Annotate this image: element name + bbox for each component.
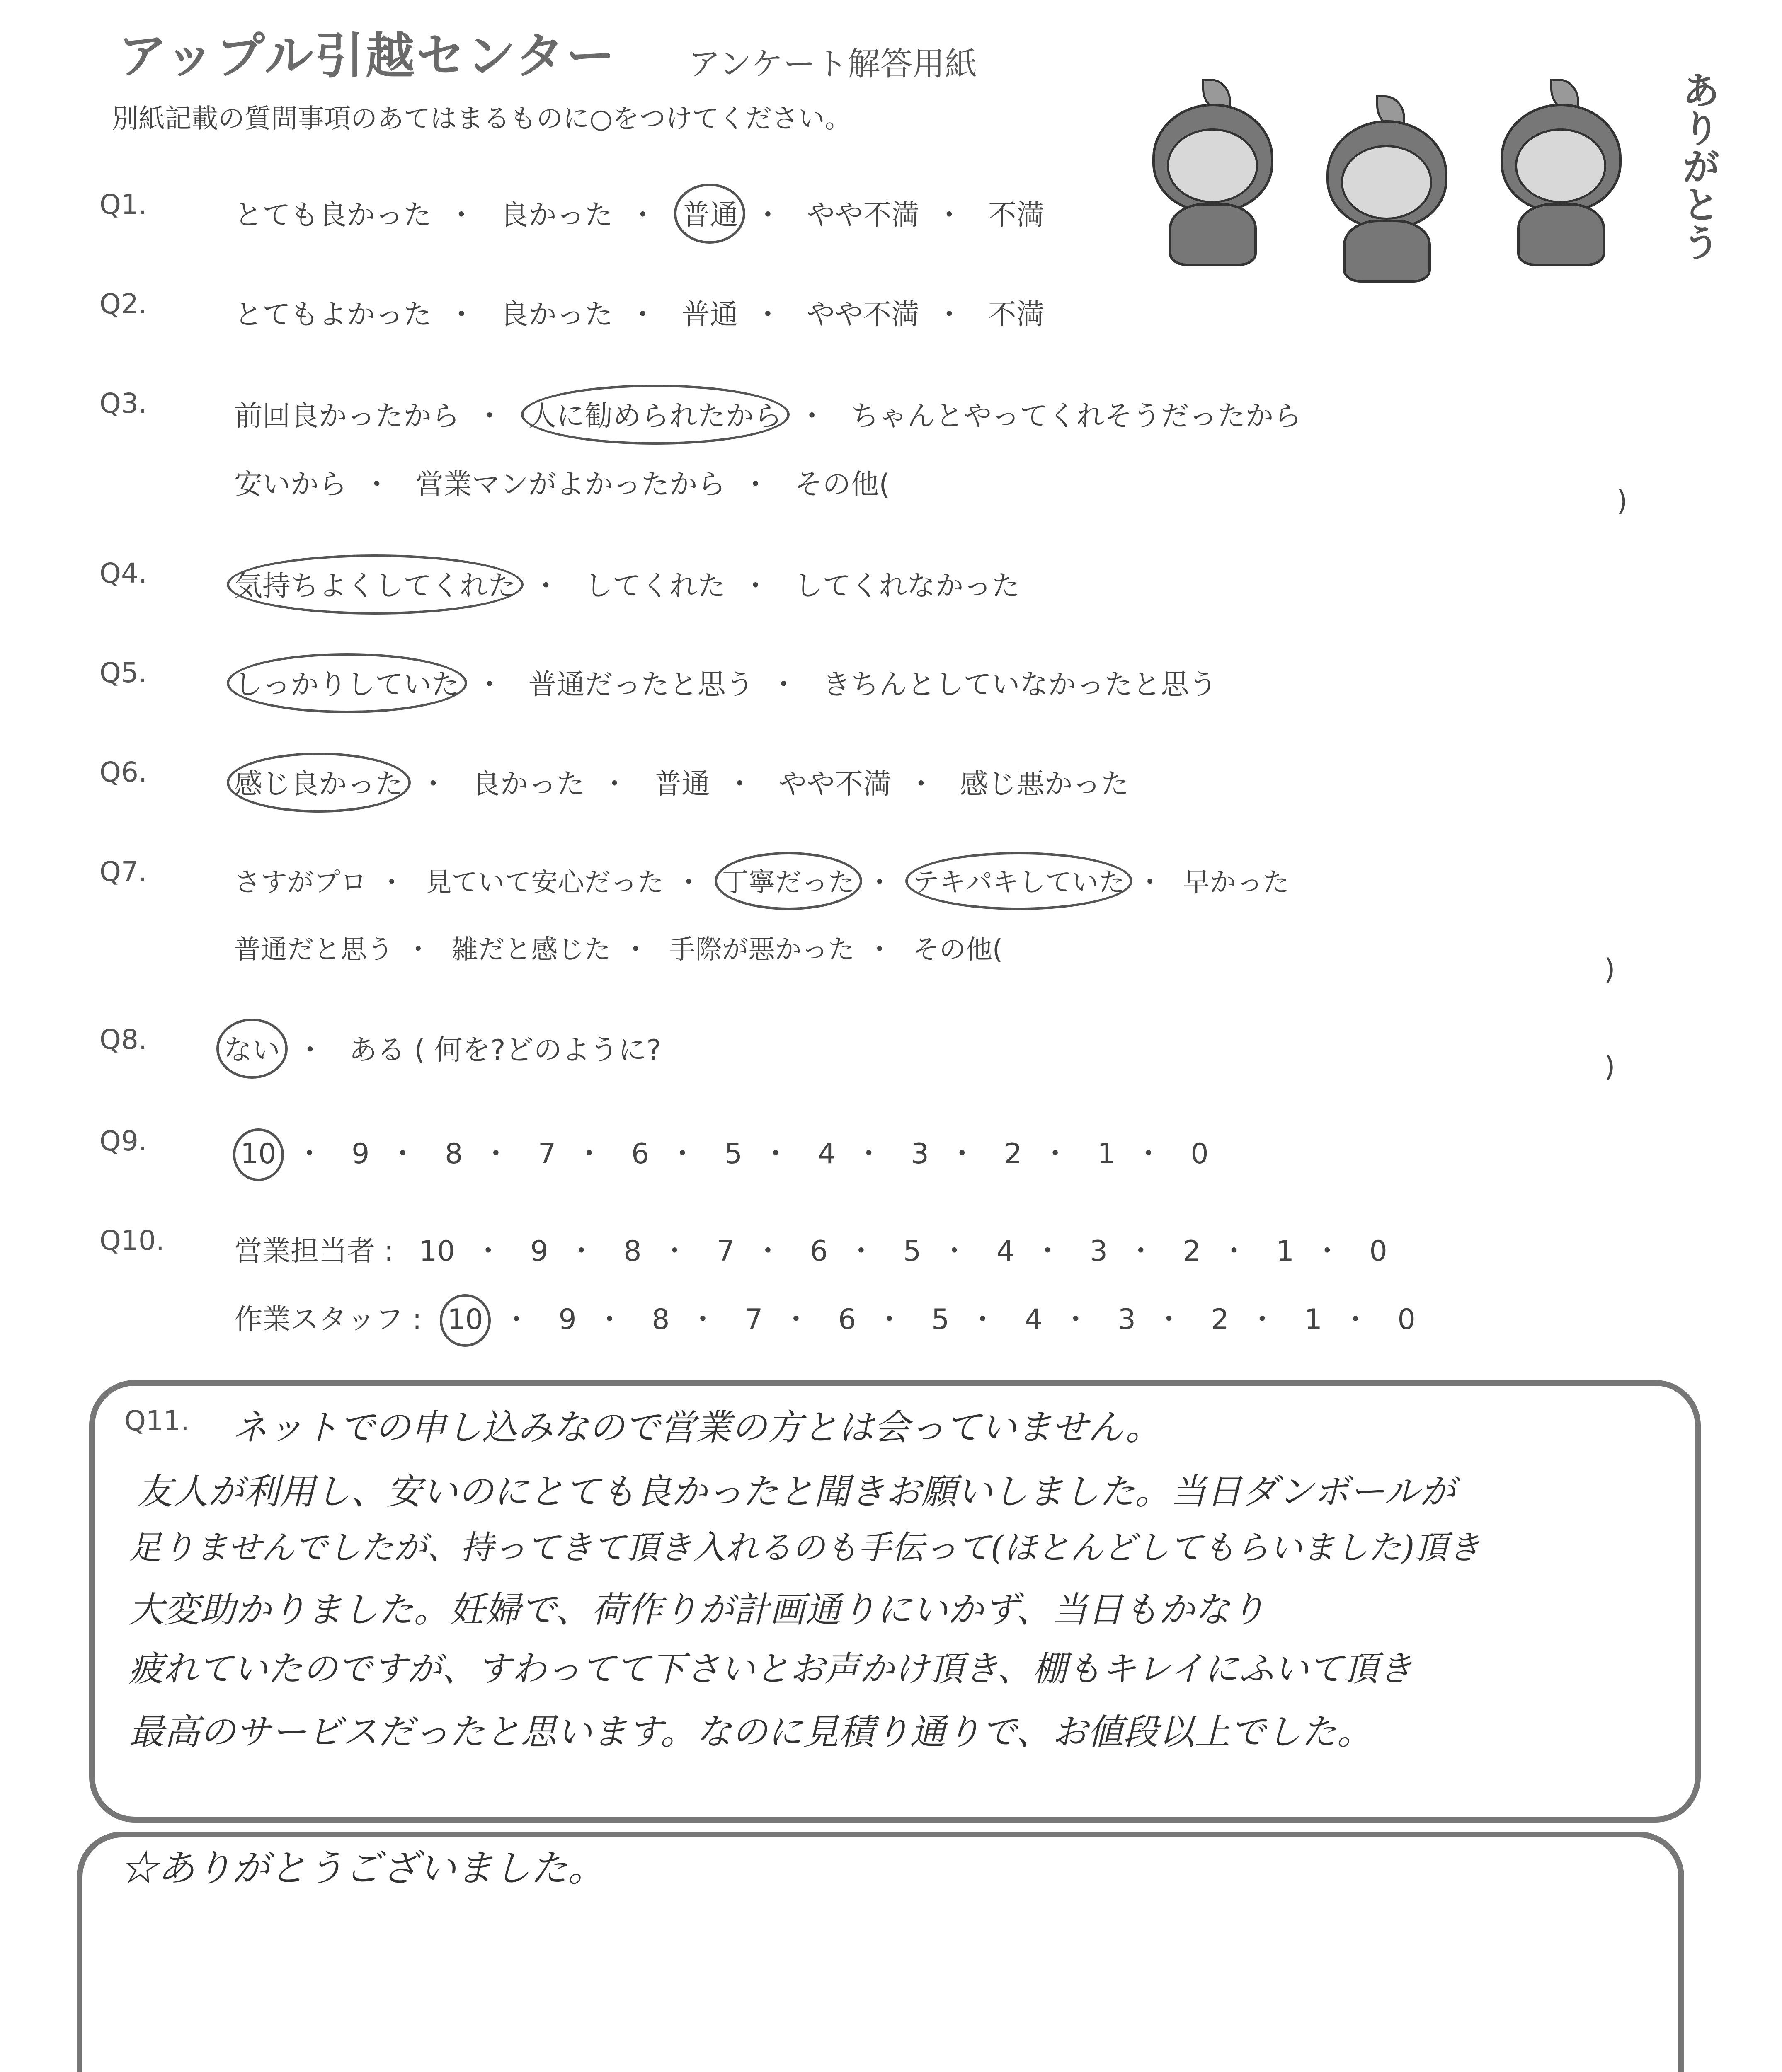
q9-score[interactable]: 7 <box>538 1138 556 1170</box>
q7-option-other[interactable]: その他( <box>913 934 1003 965</box>
q8-option-selected[interactable]: ない <box>224 1028 280 1068</box>
q10-staff-row: 作業スタッフ : 10 ・ 9 ・ 8 ・ 7 ・ 6 ・ 5 ・ 4 ・ 3 ・ 2 ・ 1 ・ 0 <box>234 1297 1416 1337</box>
q11-label: Q11. <box>124 1405 189 1437</box>
q10-sales-score[interactable]: 5 <box>903 1235 921 1268</box>
q10-sales-label: 営業担当者 : <box>234 1235 394 1268</box>
q6-option[interactable]: やや不満 <box>778 768 891 801</box>
q5-option[interactable]: きちんとしていなかったと思う <box>822 668 1217 701</box>
q9-score-selected[interactable]: 10 <box>240 1138 276 1170</box>
q10-staff-score[interactable]: 4 <box>1024 1303 1043 1336</box>
q7-options-line2: 普通だと思う ・ 雑だと感じた ・ 手際が悪かった ・ その他( <box>234 928 1003 966</box>
q5-options: しっかりしていた ・ 普通だったと思う ・ きちんとしていなかったと思う <box>234 662 1217 702</box>
q9-score[interactable]: 4 <box>817 1138 836 1170</box>
q1-options: とても良かった ・ 良かった ・ 普通 ・ やや不満 ・ 不満 <box>234 193 1045 233</box>
q6-option[interactable]: 普通 <box>653 768 710 801</box>
mascot-illustration <box>1144 58 1724 274</box>
q7-option[interactable]: 手際が悪かった <box>669 934 855 965</box>
q10-staff-score[interactable]: 2 <box>1211 1303 1229 1336</box>
q10-sales-score[interactable]: 7 <box>717 1235 735 1268</box>
company-title: アップル引越センター <box>118 27 617 85</box>
q10-sales-row: 営業担当者 : 10 ・ 9 ・ 8 ・ 7 ・ 6 ・ 5 ・ 4 ・ 3 ・ 2 ・ 1 ・ 0 <box>234 1229 1387 1269</box>
q9-score[interactable]: 1 <box>1097 1138 1115 1170</box>
q11-handwritten-line: 大変助かりました。妊婦で、荷作りが計画通りにいかず、当日もかなり <box>128 1589 1266 1631</box>
q7-option-selected[interactable]: 丁寧だった <box>722 861 855 899</box>
q1-option[interactable]: 良かった <box>500 199 613 232</box>
q10-sales-score[interactable]: 2 <box>1183 1235 1201 1268</box>
q7-paren-close: ) <box>1604 953 1615 986</box>
q10-sales-score[interactable]: 4 <box>996 1235 1015 1268</box>
q3-option[interactable]: ちゃんとやってくれそうだったから <box>851 400 1302 433</box>
q10-staff-score[interactable]: 1 <box>1304 1303 1322 1336</box>
q11-handwritten-line: 友人が利用し、安いのにとても良かったと聞きお願いしました。当日ダンボールが <box>137 1471 1456 1513</box>
instruction-text: 別紙記載の質問事項のあてはまるものに○をつけてください。 <box>112 104 851 134</box>
q10-staff-label: 作業スタッフ : <box>234 1303 422 1336</box>
q10-sales-score[interactable]: 10 <box>419 1235 455 1268</box>
q10-label: Q10. <box>99 1225 165 1256</box>
q3-option[interactable]: 安いから <box>234 468 347 501</box>
q10-staff-score[interactable]: 8 <box>652 1303 670 1336</box>
comment-handwritten: ☆ありがとうございました。 <box>120 1847 605 1890</box>
q2-option[interactable]: 普通 <box>681 298 738 331</box>
q8-paren-close: ) <box>1604 1051 1615 1083</box>
q9-label: Q9. <box>99 1125 147 1157</box>
q10-staff-score[interactable]: 0 <box>1397 1303 1416 1336</box>
q2-label: Q2. <box>99 288 147 320</box>
q9-score[interactable]: 3 <box>911 1138 929 1170</box>
q3-option-other[interactable]: その他( <box>794 468 890 501</box>
q3-options-line1: 前回良かったから ・ 人に勧められたから ・ ちゃんとやってくれそうだったから <box>234 394 1302 434</box>
q8-label: Q8. <box>99 1024 147 1055</box>
thanks-vertical-text: ありがとう <box>1676 70 1720 261</box>
q1-option[interactable]: とても良かった <box>234 199 432 232</box>
q10-staff-score[interactable]: 6 <box>838 1303 856 1336</box>
q3-label: Q3. <box>99 387 147 419</box>
q7-option[interactable]: 普通だと思う <box>234 934 393 965</box>
q10-sales-score[interactable]: 0 <box>1369 1235 1387 1268</box>
q10-staff-score-selected[interactable]: 10 <box>447 1303 483 1336</box>
q6-label: Q6. <box>99 756 147 788</box>
q11-handwritten-line: 最高のサービスだったと思います。なのに見積り通りで、お値段以上でした。 <box>128 1711 1373 1753</box>
q10-sales-score[interactable]: 6 <box>810 1235 828 1268</box>
q10-sales-score[interactable]: 9 <box>530 1235 548 1268</box>
q7-options-line1: さすがプロ ・ 見ていて安心だった ・ 丁寧だった ・ テキパキしていた ・ 早かった <box>234 861 1289 899</box>
q3-options-line2: 安いから ・ 営業マンがよかったから ・ その他( <box>234 462 890 502</box>
q9-scale: 10 ・ 9 ・ 8 ・ 7 ・ 6 ・ 5 ・ 4 ・ 3 ・ 2 ・ 1 ・ 0 <box>240 1138 1209 1170</box>
monkey-mascot-icon <box>1492 79 1625 261</box>
q10-staff-score[interactable]: 3 <box>1118 1303 1136 1336</box>
monkey-mascot-icon <box>1318 95 1451 278</box>
q10-sales-score[interactable]: 3 <box>1089 1235 1108 1268</box>
q1-option[interactable]: 不満 <box>988 199 1045 232</box>
q3-option-selected[interactable]: 人に勧められたから <box>529 394 782 434</box>
q4-option[interactable]: してくれなかった <box>794 570 1020 603</box>
q3-option[interactable]: 営業マンがよかったから <box>415 468 726 501</box>
q4-label: Q4. <box>99 557 147 589</box>
q5-option[interactable]: 普通だったと思う <box>528 668 754 701</box>
q7-option[interactable]: 雑だと感じた <box>451 934 611 965</box>
q10-staff-score[interactable]: 9 <box>558 1303 577 1336</box>
q10-staff-score[interactable]: 5 <box>931 1303 950 1336</box>
q1-option-selected[interactable]: 普通 <box>681 193 738 233</box>
q2-option[interactable]: とてもよかった <box>234 298 432 331</box>
q7-label: Q7. <box>99 856 147 888</box>
q9-score[interactable]: 9 <box>352 1138 370 1170</box>
q6-options: 感じ良かった ・ 良かった ・ 普通 ・ やや不満 ・ 感じ悪かった <box>234 762 1129 802</box>
q6-option[interactable]: 感じ悪かった <box>960 768 1129 801</box>
q6-option[interactable]: 良かった <box>472 768 585 801</box>
q3-paren-close: ) <box>1617 485 1628 518</box>
monkey-mascot-icon <box>1144 79 1277 261</box>
q7-option[interactable]: さすがプロ <box>234 867 367 898</box>
q9-score[interactable]: 2 <box>1004 1138 1022 1170</box>
q8-option[interactable]: ある ( 何を?どのように? <box>349 1034 662 1067</box>
q4-option-selected[interactable]: 気持ちよくしてくれた <box>234 564 516 604</box>
q7-option-selected[interactable]: テキパキしていた <box>913 861 1125 899</box>
q9-score[interactable]: 0 <box>1190 1138 1209 1170</box>
q10-sales-score[interactable]: 8 <box>623 1235 642 1268</box>
q9-score[interactable]: 6 <box>631 1138 650 1170</box>
q3-option[interactable]: 前回良かったから <box>234 400 460 433</box>
q1-label: Q1. <box>99 189 147 220</box>
q11-handwritten-line: 足りませんでしたが、持ってきて頂き入れるのも手伝って(ほとんどしてもらいました)頂き <box>128 1528 1481 1567</box>
form-subtitle: アンケート解答用紙 <box>688 46 977 83</box>
q9-score[interactable]: 5 <box>724 1138 743 1170</box>
q10-sales-score[interactable]: 1 <box>1276 1235 1294 1268</box>
q1-option[interactable]: やや不満 <box>806 199 919 232</box>
q2-option[interactable]: 不満 <box>988 298 1045 331</box>
q6-option-selected[interactable]: 感じ良かった <box>234 762 403 802</box>
q7-option[interactable]: 見ていて安心だった <box>425 867 664 898</box>
q11-handwritten-line: 疲れていたのですが、すわってて下さいとお声かけ頂き、棚もキレイにふいて頂き <box>128 1648 1413 1689</box>
q2-options: とてもよかった ・ 良かった ・ 普通 ・ やや不満 ・ 不満 <box>234 292 1045 332</box>
q8-options: ない ・ ある ( 何を?どのように? <box>224 1028 662 1068</box>
q5-label: Q5. <box>99 657 147 689</box>
q4-option[interactable]: してくれた <box>584 570 726 603</box>
q10-staff-score[interactable]: 7 <box>745 1303 763 1336</box>
q2-option[interactable]: 良かった <box>500 298 613 331</box>
q5-option-selected[interactable]: しっかりしていた <box>234 662 460 702</box>
q4-options: 気持ちよくしてくれた ・ してくれた ・ してくれなかった <box>234 564 1020 604</box>
q11-handwritten-line: ネットでの申し込みなので営業の方とは会っていません。 <box>232 1407 1161 1448</box>
q7-option[interactable]: 早かった <box>1183 867 1290 898</box>
q2-option[interactable]: やや不満 <box>806 298 919 331</box>
q9-score[interactable]: 8 <box>445 1138 463 1170</box>
